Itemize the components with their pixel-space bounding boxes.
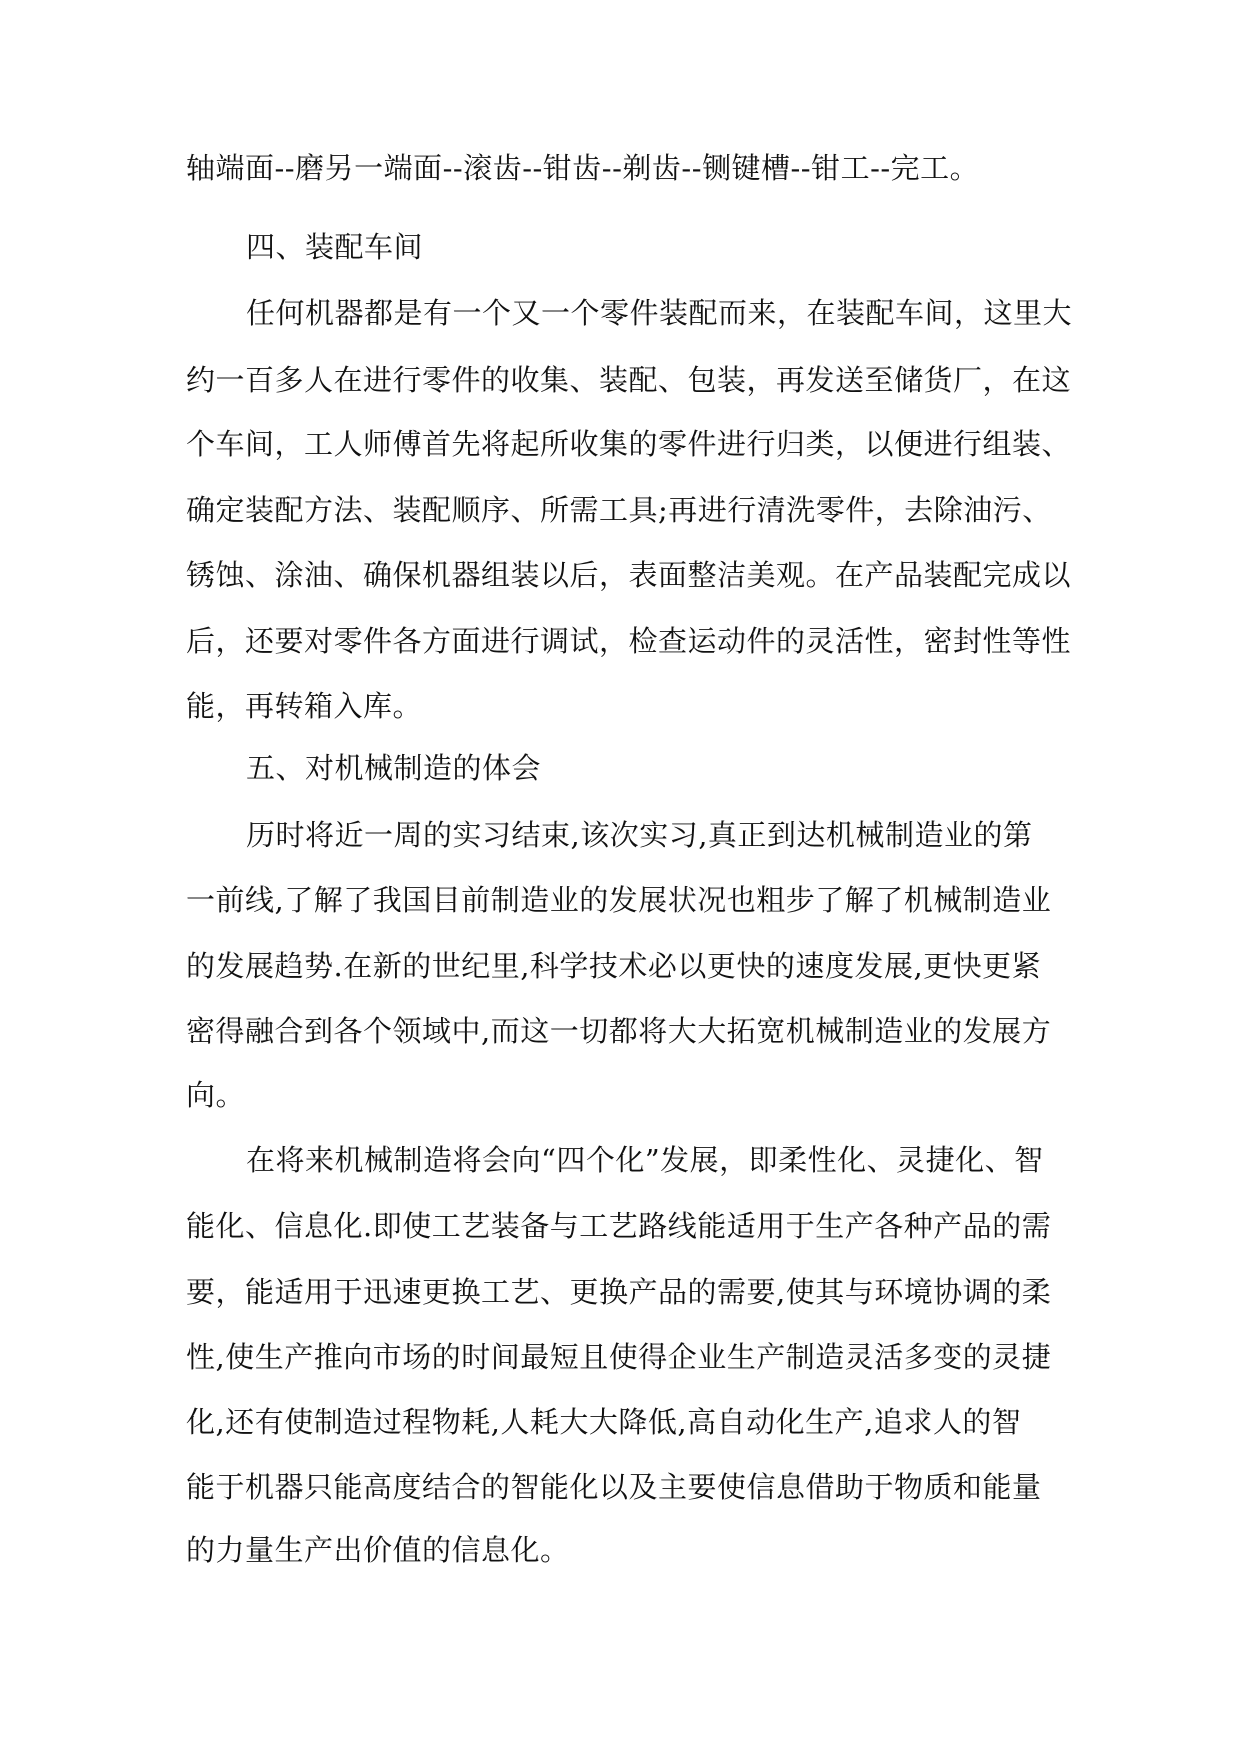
text-line: 后，还要对零件各方面进行调试，检查运动件的灵活性，密封性等性: [186, 624, 1072, 658]
text-line: 密得融合到各个领域中,而这一切都将大大拓宽机械制造业的发展方: [186, 1014, 1052, 1048]
section-heading: 五、对机械制造的体会: [246, 751, 542, 785]
text-line: 化,还有使制造过程物耗,人耗大大降低,高自动化生产,追求人的智: [186, 1405, 1022, 1439]
text-line: 能化、信息化.即使工艺装备与工艺路线能适用于生产各种产品的需: [186, 1209, 1052, 1243]
text-line: 历时将近一周的实习结束,该次实习,真正到达机械制造业的第: [246, 818, 1033, 852]
text-line: 要，能适用于迅速更换工艺、更换产品的需要,使其与环境协调的柔: [186, 1275, 1052, 1309]
text-line: 确定装配方法、装配顺序、所需工具;再进行清洗零件，去除油污、: [186, 493, 1052, 527]
text-line: 在将来机械制造将会向“四个化”发展，即柔性化、灵捷化、智: [246, 1143, 1044, 1177]
text-line: 能于机器只能高度结合的智能化以及主要使信息借助于物质和能量: [186, 1470, 1042, 1504]
text-line: 个车间，工人师傅首先将起所收集的零件进行归类，以便进行组装、: [186, 427, 1072, 461]
text-line: 约一百多人在进行零件的收集、装配、包装，再发送至储货厂，在这: [186, 363, 1072, 397]
section-heading: 四、装配车间: [246, 230, 424, 264]
text-line: 轴端面--磨另一端面--滚齿--钳齿--剃齿--铡键槽--钳工--完工。: [186, 151, 980, 185]
text-line: 一前线,了解了我国目前制造业的发展状况也粗步了解了机械制造业: [186, 883, 1052, 917]
text-line: 性,使生产推向市场的时间最短且使得企业生产制造灵活多变的灵捷: [186, 1340, 1052, 1374]
text-line: 向。: [186, 1078, 246, 1112]
text-line: 锈蚀、涂油、确保机器组装以后，表面整洁美观。在产品装配完成以: [186, 558, 1072, 592]
text-line: 的发展趋势.在新的世纪里,科学技术必以更快的速度发展,更快更紧: [186, 949, 1042, 983]
text-line: 的力量生产出价值的信息化。: [186, 1533, 570, 1567]
text-line: 任何机器都是有一个又一个零件装配而来，在装配车间，这里大: [246, 296, 1073, 330]
text-line: 能，再转箱入库。: [186, 689, 423, 723]
